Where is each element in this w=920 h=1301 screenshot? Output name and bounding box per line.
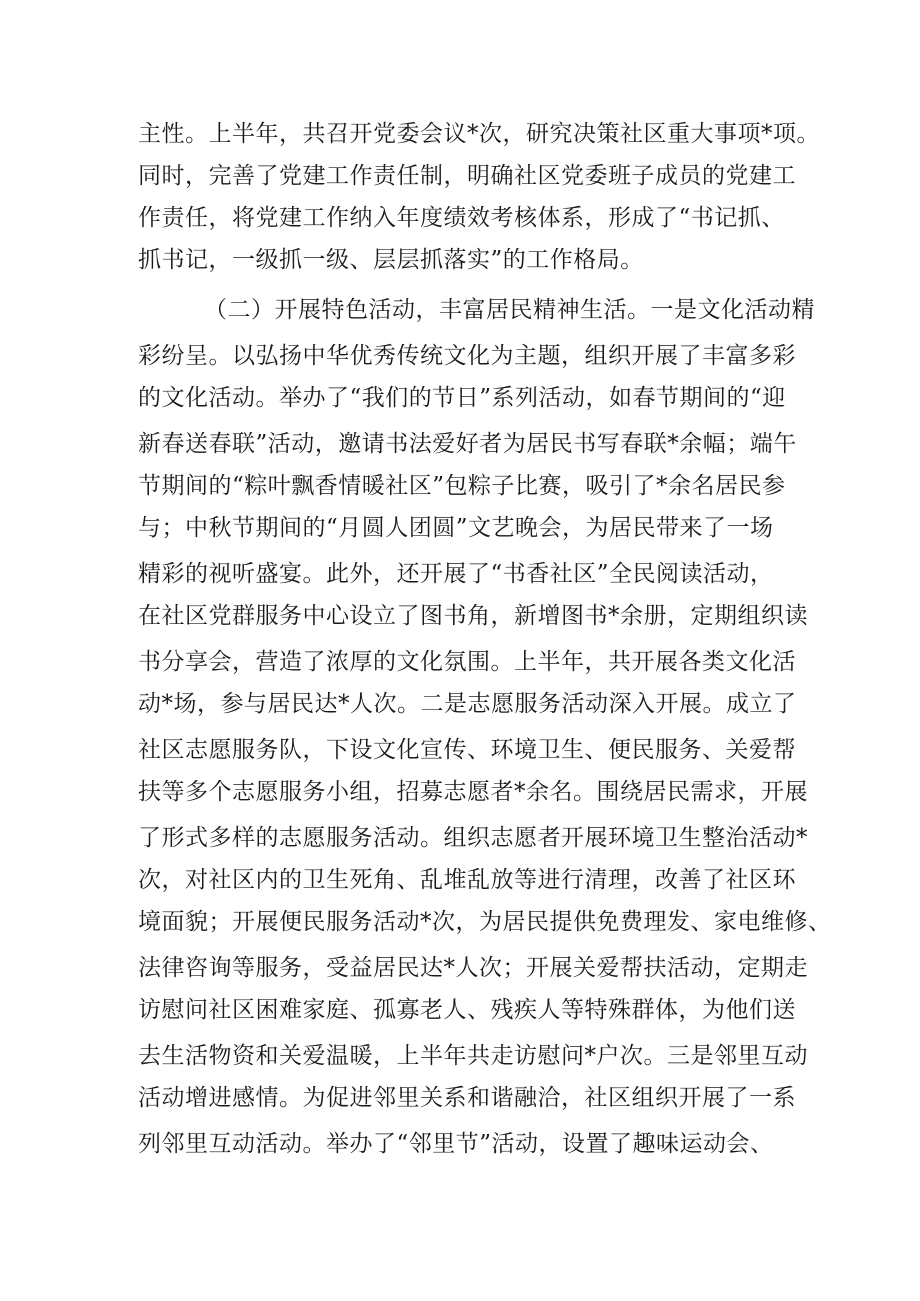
text-line: 动*场，参与居民达*人次。二是志愿服务活动深入开展。成立了 bbox=[138, 691, 797, 717]
paragraph-heading-line: （二）开展特色活动，丰富居民精神生活。一是文化活动精 bbox=[204, 297, 815, 323]
text-line: 新春送春联”活动，邀请书法爱好者为居民书写春联*余幅；端午 bbox=[138, 431, 797, 457]
text-line: 次，对社区内的卫生死角、乱堆乱放等进行清理，改善了社区环 bbox=[138, 867, 796, 893]
text-line: 法律咨询等服务，受益居民达*人次；开展关爱帮扶活动，定期走 bbox=[138, 955, 808, 981]
text-line: 境面貌；开展便民服务活动*次，为居民提供免费理发、家电维修、 bbox=[138, 909, 832, 935]
text-line: 扶等多个志愿服务小组，招募志愿者*余名。围绕居民需求，开展 bbox=[138, 779, 808, 805]
text-line: 访慰问社区困难家庭、孤寡老人、残疾人等特殊群体，为他们送 bbox=[138, 997, 796, 1023]
text-line: 节期间的“粽叶飘香情暖社区”包粽子比赛，吸引了*余名居民参 bbox=[138, 473, 786, 499]
text-line: 了形式多样的志愿服务活动。组织志愿者开展环境卫生整治活动* bbox=[138, 825, 808, 851]
text-line: 彩纷呈。以弘扬中华优秀传统文化为主题，组织开展了丰富多彩 bbox=[138, 343, 796, 369]
text-line: 活动增进感情。为促进邻里关系和谐融洽，社区组织开展了一系 bbox=[138, 1085, 796, 1111]
text-line: 同时，完善了党建工作责任制，明确社区党委班子成员的党建工 bbox=[138, 163, 796, 189]
text-line: 列邻里互动活动。举办了“邻里节”活动，设置了趣味运动会、 bbox=[138, 1131, 774, 1157]
text-line: 抓书记，一级抓一级、层层抓落实”的工作格局。 bbox=[138, 247, 644, 273]
text-line: 在社区党群服务中心设立了图书角，新增图书*余册，定期组织读 bbox=[138, 603, 808, 629]
text-line: 的文化活动。举办了“我们的节日”系列活动，如春节期间的“迎 bbox=[138, 385, 786, 411]
text-line: 与；中秋节期间的“月圆人团圆”文艺晚会，为居民带来了一场 bbox=[138, 515, 774, 541]
text-line: 精彩的视听盛宴。此外，还开展了“书香社区”全民阅读活动， bbox=[138, 561, 774, 587]
text-line: 去生活物资和关爱温暖，上半年共走访慰问*户次。三是邻里互动 bbox=[138, 1043, 808, 1069]
text-line: 作责任，将党建工作纳入年度绩效考核体系，形成了“书记抓、 bbox=[138, 205, 785, 231]
text-line: 社区志愿服务队，下设文化宣传、环境卫生、便民服务、关爱帮 bbox=[138, 737, 796, 763]
text-line: 书分享会，营造了浓厚的文化氛围。上半年，共开展各类文化活 bbox=[138, 649, 796, 675]
text-line: 主性。上半年，共召开党委会议*次，研究决策社区重大事项*项。 bbox=[138, 121, 820, 147]
